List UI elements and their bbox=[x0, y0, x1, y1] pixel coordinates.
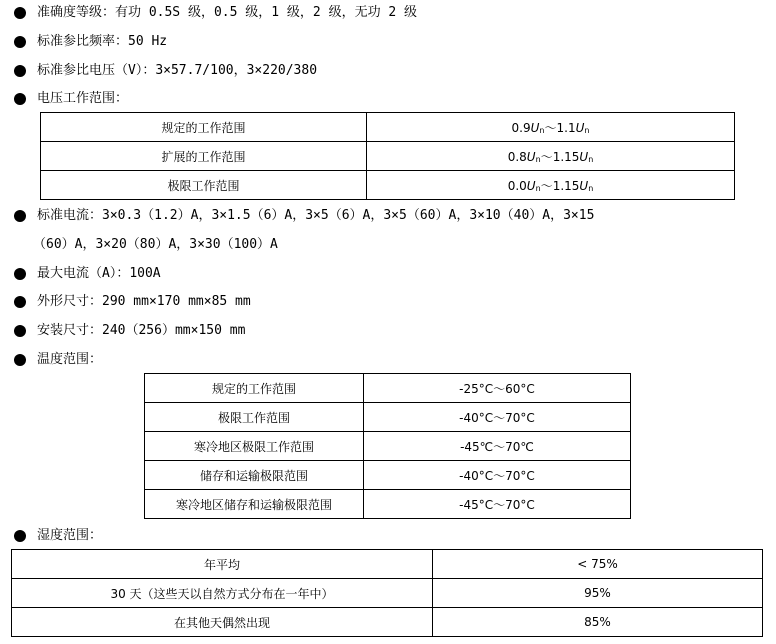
bullet-icon bbox=[14, 93, 26, 105]
humidity-label: 在其他天偶然出现 bbox=[12, 608, 433, 637]
temperature-table-row bbox=[145, 374, 631, 403]
voltage-low-value: 0.9 bbox=[511, 120, 531, 135]
temperature-range-label: 寒冷地区储存和运输极限范围 bbox=[145, 490, 364, 519]
bullet-icon bbox=[14, 7, 26, 19]
temperature-range-value: -45℃～70℃ bbox=[364, 432, 631, 461]
current-text-2: （60）A，3×20（80）A，3×30（100）A bbox=[33, 237, 278, 252]
temperature-table-row bbox=[145, 461, 631, 490]
voltage-low-value: 0.0 bbox=[507, 178, 527, 193]
bullet-icon bbox=[14, 36, 26, 48]
voltage-range-value bbox=[367, 113, 735, 142]
humidity-label: 30 天（这些天以自然方式分布在一年中） bbox=[12, 579, 433, 608]
voltage-symbol: U bbox=[579, 178, 589, 193]
temperature-table-row bbox=[145, 490, 631, 519]
voltage-subscript: n bbox=[535, 183, 541, 193]
temperature-range-label: 规定的工作范围 bbox=[145, 374, 364, 403]
tilde-sign: ～ bbox=[540, 149, 553, 164]
tilde-sign: ～ bbox=[544, 120, 557, 135]
voltage-range-table bbox=[40, 112, 735, 200]
bullet-icon bbox=[14, 530, 26, 542]
temperature-range-label: 寒冷地区极限工作范围 bbox=[145, 432, 364, 461]
voltage-range-heading-text: 电压工作范围： bbox=[37, 91, 129, 106]
humidity-value: 95% bbox=[433, 579, 763, 608]
voltage-range-value bbox=[367, 142, 735, 171]
humidity-heading-text: 湿度范围： bbox=[37, 528, 103, 543]
bullet-icon bbox=[14, 296, 26, 308]
humidity-value: < 75% bbox=[433, 550, 763, 579]
voltage-symbol: U bbox=[530, 120, 540, 135]
bullet-icon bbox=[14, 268, 26, 280]
voltage-subscript: n bbox=[539, 125, 545, 135]
max-current-text: 最大电流（A）：100A bbox=[37, 266, 161, 281]
humidity-value: 85% bbox=[433, 608, 763, 637]
voltage-range-label: 扩展的工作范围 bbox=[41, 142, 367, 171]
humidity-table-row bbox=[12, 579, 763, 608]
current-text-1: 标准电流：3×0.3（1.2）A，3×1.5（6）A，3×5（6）A，3×5（60）A，3×10（40）A，3×15 bbox=[37, 208, 595, 223]
voltage-table-row bbox=[41, 113, 735, 142]
bullet-icon bbox=[14, 65, 26, 77]
accuracy-text: 准确度等级：有功 0.5S 级，0.5 级，1 级，2 级，无功 2 级 bbox=[37, 5, 418, 20]
voltage-table-row bbox=[41, 142, 735, 171]
humidity-table-row bbox=[12, 608, 763, 637]
voltage-low-value: 0.8 bbox=[507, 149, 527, 164]
voltage-table-row bbox=[41, 171, 735, 200]
voltage-symbol: U bbox=[579, 149, 589, 164]
voltage-subscript: n bbox=[588, 183, 594, 193]
temperature-table-row bbox=[145, 432, 631, 461]
temperature-range-value: -40°C～70°C bbox=[364, 403, 631, 432]
voltage-range-label: 规定的工作范围 bbox=[41, 113, 367, 142]
voltage-range-value bbox=[367, 171, 735, 200]
voltage-high-value: 1.1 bbox=[556, 120, 576, 135]
voltage-subscript: n bbox=[584, 125, 590, 135]
dimensions-text: 外形尺寸：290 mm×170 mm×85 mm bbox=[37, 294, 251, 309]
temperature-range-label: 极限工作范围 bbox=[145, 403, 364, 432]
humidity-label: 年平均 bbox=[12, 550, 433, 579]
voltage-range-label: 极限工作范围 bbox=[41, 171, 367, 200]
install-text: 安装尺寸：240（256）mm×150 mm bbox=[37, 323, 246, 338]
temperature-range-value: -40°C～70°C bbox=[364, 461, 631, 490]
voltage-high-value: 1.15 bbox=[552, 178, 580, 193]
temperature-heading-text: 温度范围： bbox=[37, 352, 103, 367]
humidity-table-row bbox=[12, 550, 763, 579]
voltage-high-value: 1.15 bbox=[552, 149, 580, 164]
tilde-sign: ～ bbox=[540, 178, 553, 193]
voltage-symbol: U bbox=[575, 120, 585, 135]
temperature-range-label: 储存和运输极限范围 bbox=[145, 461, 364, 490]
humidity-table bbox=[11, 549, 763, 637]
voltage-subscript: n bbox=[535, 154, 541, 164]
temperature-table bbox=[144, 373, 631, 519]
voltage-symbol: U bbox=[526, 178, 536, 193]
voltage-subscript: n bbox=[588, 154, 594, 164]
bullet-icon bbox=[14, 325, 26, 337]
bullet-icon bbox=[14, 210, 26, 222]
voltage-symbol: U bbox=[526, 149, 536, 164]
bullet-icon bbox=[14, 354, 26, 366]
frequency-text: 标准参比频率：50 Hz bbox=[37, 34, 168, 49]
temperature-range-value: -45°C～70°C bbox=[364, 490, 631, 519]
temperature-table-row bbox=[145, 403, 631, 432]
voltage-text: 标准参比电压（V）：3×57.7/100，3×220/380 bbox=[37, 63, 318, 78]
temperature-range-value: -25°C～60°C bbox=[364, 374, 631, 403]
